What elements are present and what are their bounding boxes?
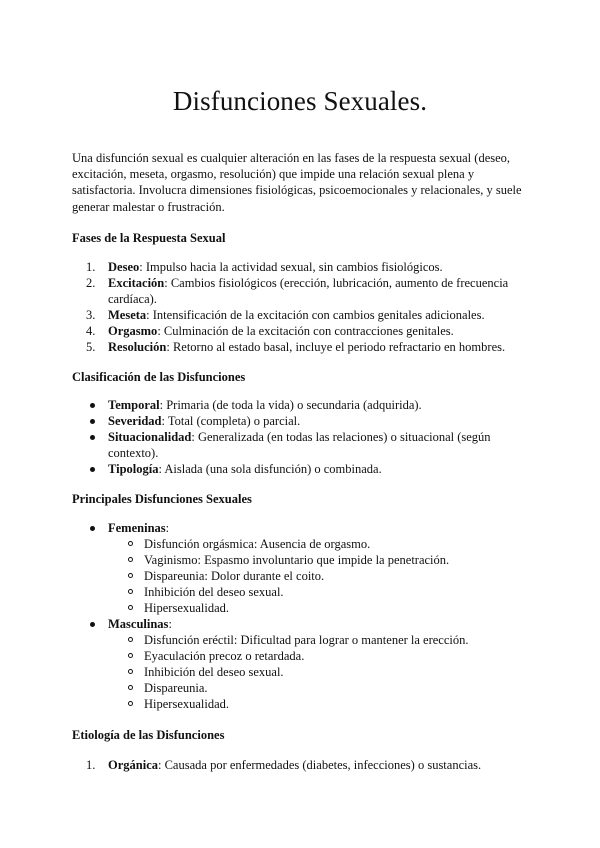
heading-fases: Fases de la Respuesta Sexual	[72, 231, 226, 245]
sublist-text: Vaginismo: Espasmo involuntario que impide la penetración.	[144, 553, 450, 567]
circle-bullet-icon	[128, 557, 133, 562]
sublist-text: Inhibición del deseo sexual.	[144, 665, 284, 679]
list-item	[72, 259, 532, 275]
list-item	[72, 429, 532, 461]
term: Orgasmo	[108, 324, 158, 338]
circle-bullet-icon	[128, 685, 133, 690]
circle-bullet-icon	[128, 637, 133, 642]
list-etiologia	[72, 757, 532, 773]
circle-bullet-icon	[128, 701, 133, 706]
list-number: 1.	[86, 758, 96, 772]
sublist-text: Eyaculación precoz o retardada.	[144, 649, 305, 663]
circle-bullet-icon	[128, 605, 133, 610]
bullet-icon	[90, 435, 95, 440]
sublist-item	[72, 568, 532, 584]
term: Orgánica	[108, 758, 158, 772]
definition: : Aislada (una sola disfunción) o combinada.	[158, 462, 382, 476]
list-item-femeninas	[72, 520, 532, 536]
sublist-item	[72, 664, 532, 680]
term: Situacionalidad	[108, 430, 192, 444]
list-fases	[72, 259, 532, 355]
definition: : Generalizada (en todas las relaciones) o situacional (según contexto).	[108, 430, 491, 460]
sublist-text: Disfunción orgásmica: Ausencia de orgasmo.	[144, 537, 371, 551]
term: Femeninas	[108, 521, 166, 535]
list-clasificacion	[72, 397, 532, 477]
sublist-text: Hipersexualidad.	[144, 601, 230, 615]
list-number: 1.	[86, 260, 96, 274]
sublist-item	[72, 584, 532, 600]
list-number: 4.	[86, 324, 96, 338]
sublist-item	[72, 536, 532, 552]
sublist-text: Hipersexualidad.	[144, 697, 230, 711]
sublist-text: Dispareunia.	[144, 681, 208, 695]
circle-bullet-icon	[128, 541, 133, 546]
term: Meseta	[108, 308, 147, 322]
list-number: 2.	[86, 276, 96, 290]
circle-bullet-icon	[128, 653, 133, 658]
term: Tipología	[108, 462, 159, 476]
heading-principales: Principales Disfunciones Sexuales	[72, 492, 252, 506]
definition: : Culminación de la excitación con contracciones genitales.	[157, 324, 454, 338]
term: Temporal	[108, 398, 160, 412]
bullet-icon	[90, 622, 95, 627]
sublist-wrapper	[72, 632, 532, 712]
definition: : Impulso hacia la actividad sexual, sin cambios fisiológicos.	[139, 260, 443, 274]
definition: : Retorno al estado basal, incluye el periodo refractario en hombres.	[166, 340, 506, 354]
list-item	[72, 397, 532, 413]
sublist-text: Dispareunia: Dolor durante el coito.	[144, 569, 325, 583]
sublist-item	[72, 632, 532, 648]
list-item	[72, 757, 532, 773]
sublist-femeninas	[72, 536, 532, 616]
bullet-icon	[90, 419, 95, 424]
sublist-text: Disfunción eréctil: Dificultad para lograr o mantener la erección.	[144, 633, 469, 647]
bullet-icon	[90, 526, 95, 531]
list-item	[72, 461, 532, 477]
sublist-wrapper	[72, 536, 532, 616]
sublist-item	[72, 680, 532, 696]
term: Deseo	[108, 260, 140, 274]
sublist-item	[72, 648, 532, 664]
definition: : Cambios fisiológicos (erección, lubricación, aumento de frecuencia cardíaca).	[108, 276, 509, 306]
sublist-item	[72, 696, 532, 712]
term: Excitación	[108, 276, 165, 290]
circle-bullet-icon	[128, 669, 133, 674]
intro-paragraph: Una disfunción sexual es cualquier alteración en las fases de la respuesta sexual (deseo, excitación, meseta, orgasmo, resolución) que impide una relación sexual plena y satisfactoria. Involucra dimensiones fisiológicas, psicoemocionales y relacionales, y suele generar malestar o frustración.	[72, 151, 522, 214]
term: Severidad	[108, 414, 162, 428]
circle-bullet-icon	[128, 573, 133, 578]
list-item	[72, 339, 532, 355]
heading-etiologia: Etiología de las Disfunciones	[72, 728, 225, 742]
list-number: 5.	[86, 340, 96, 354]
term-colon: :	[168, 617, 172, 631]
circle-bullet-icon	[128, 589, 133, 594]
list-item	[72, 323, 532, 339]
definition: : Intensificación de la excitación con cambios genitales adicionales.	[146, 308, 485, 322]
list-principales	[72, 520, 532, 712]
definition: : Total (completa) o parcial.	[161, 414, 301, 428]
sublist-item	[72, 600, 532, 616]
list-item-masculinas	[72, 616, 532, 632]
sublist-masculinas	[72, 632, 532, 712]
list-item	[72, 307, 532, 323]
sublist-text: Inhibición del deseo sexual.	[144, 585, 284, 599]
bullet-icon	[90, 403, 95, 408]
list-number: 3.	[86, 308, 96, 322]
heading-clasificacion: Clasificación de las Disfunciones	[72, 370, 246, 384]
term-colon: :	[165, 521, 170, 535]
term: Masculinas	[108, 617, 169, 631]
bullet-icon	[90, 467, 95, 472]
list-item	[72, 275, 532, 307]
sublist-item	[72, 552, 532, 568]
list-item	[72, 413, 532, 429]
definition: : Causada por enfermedades (diabetes, infecciones) o sustancias.	[158, 758, 482, 772]
definition: : Primaria (de toda la vida) o secundaria (adquirida).	[159, 398, 422, 412]
term: Resolución	[108, 340, 167, 354]
document-title: Disfunciones Sexuales.	[172, 86, 428, 116]
